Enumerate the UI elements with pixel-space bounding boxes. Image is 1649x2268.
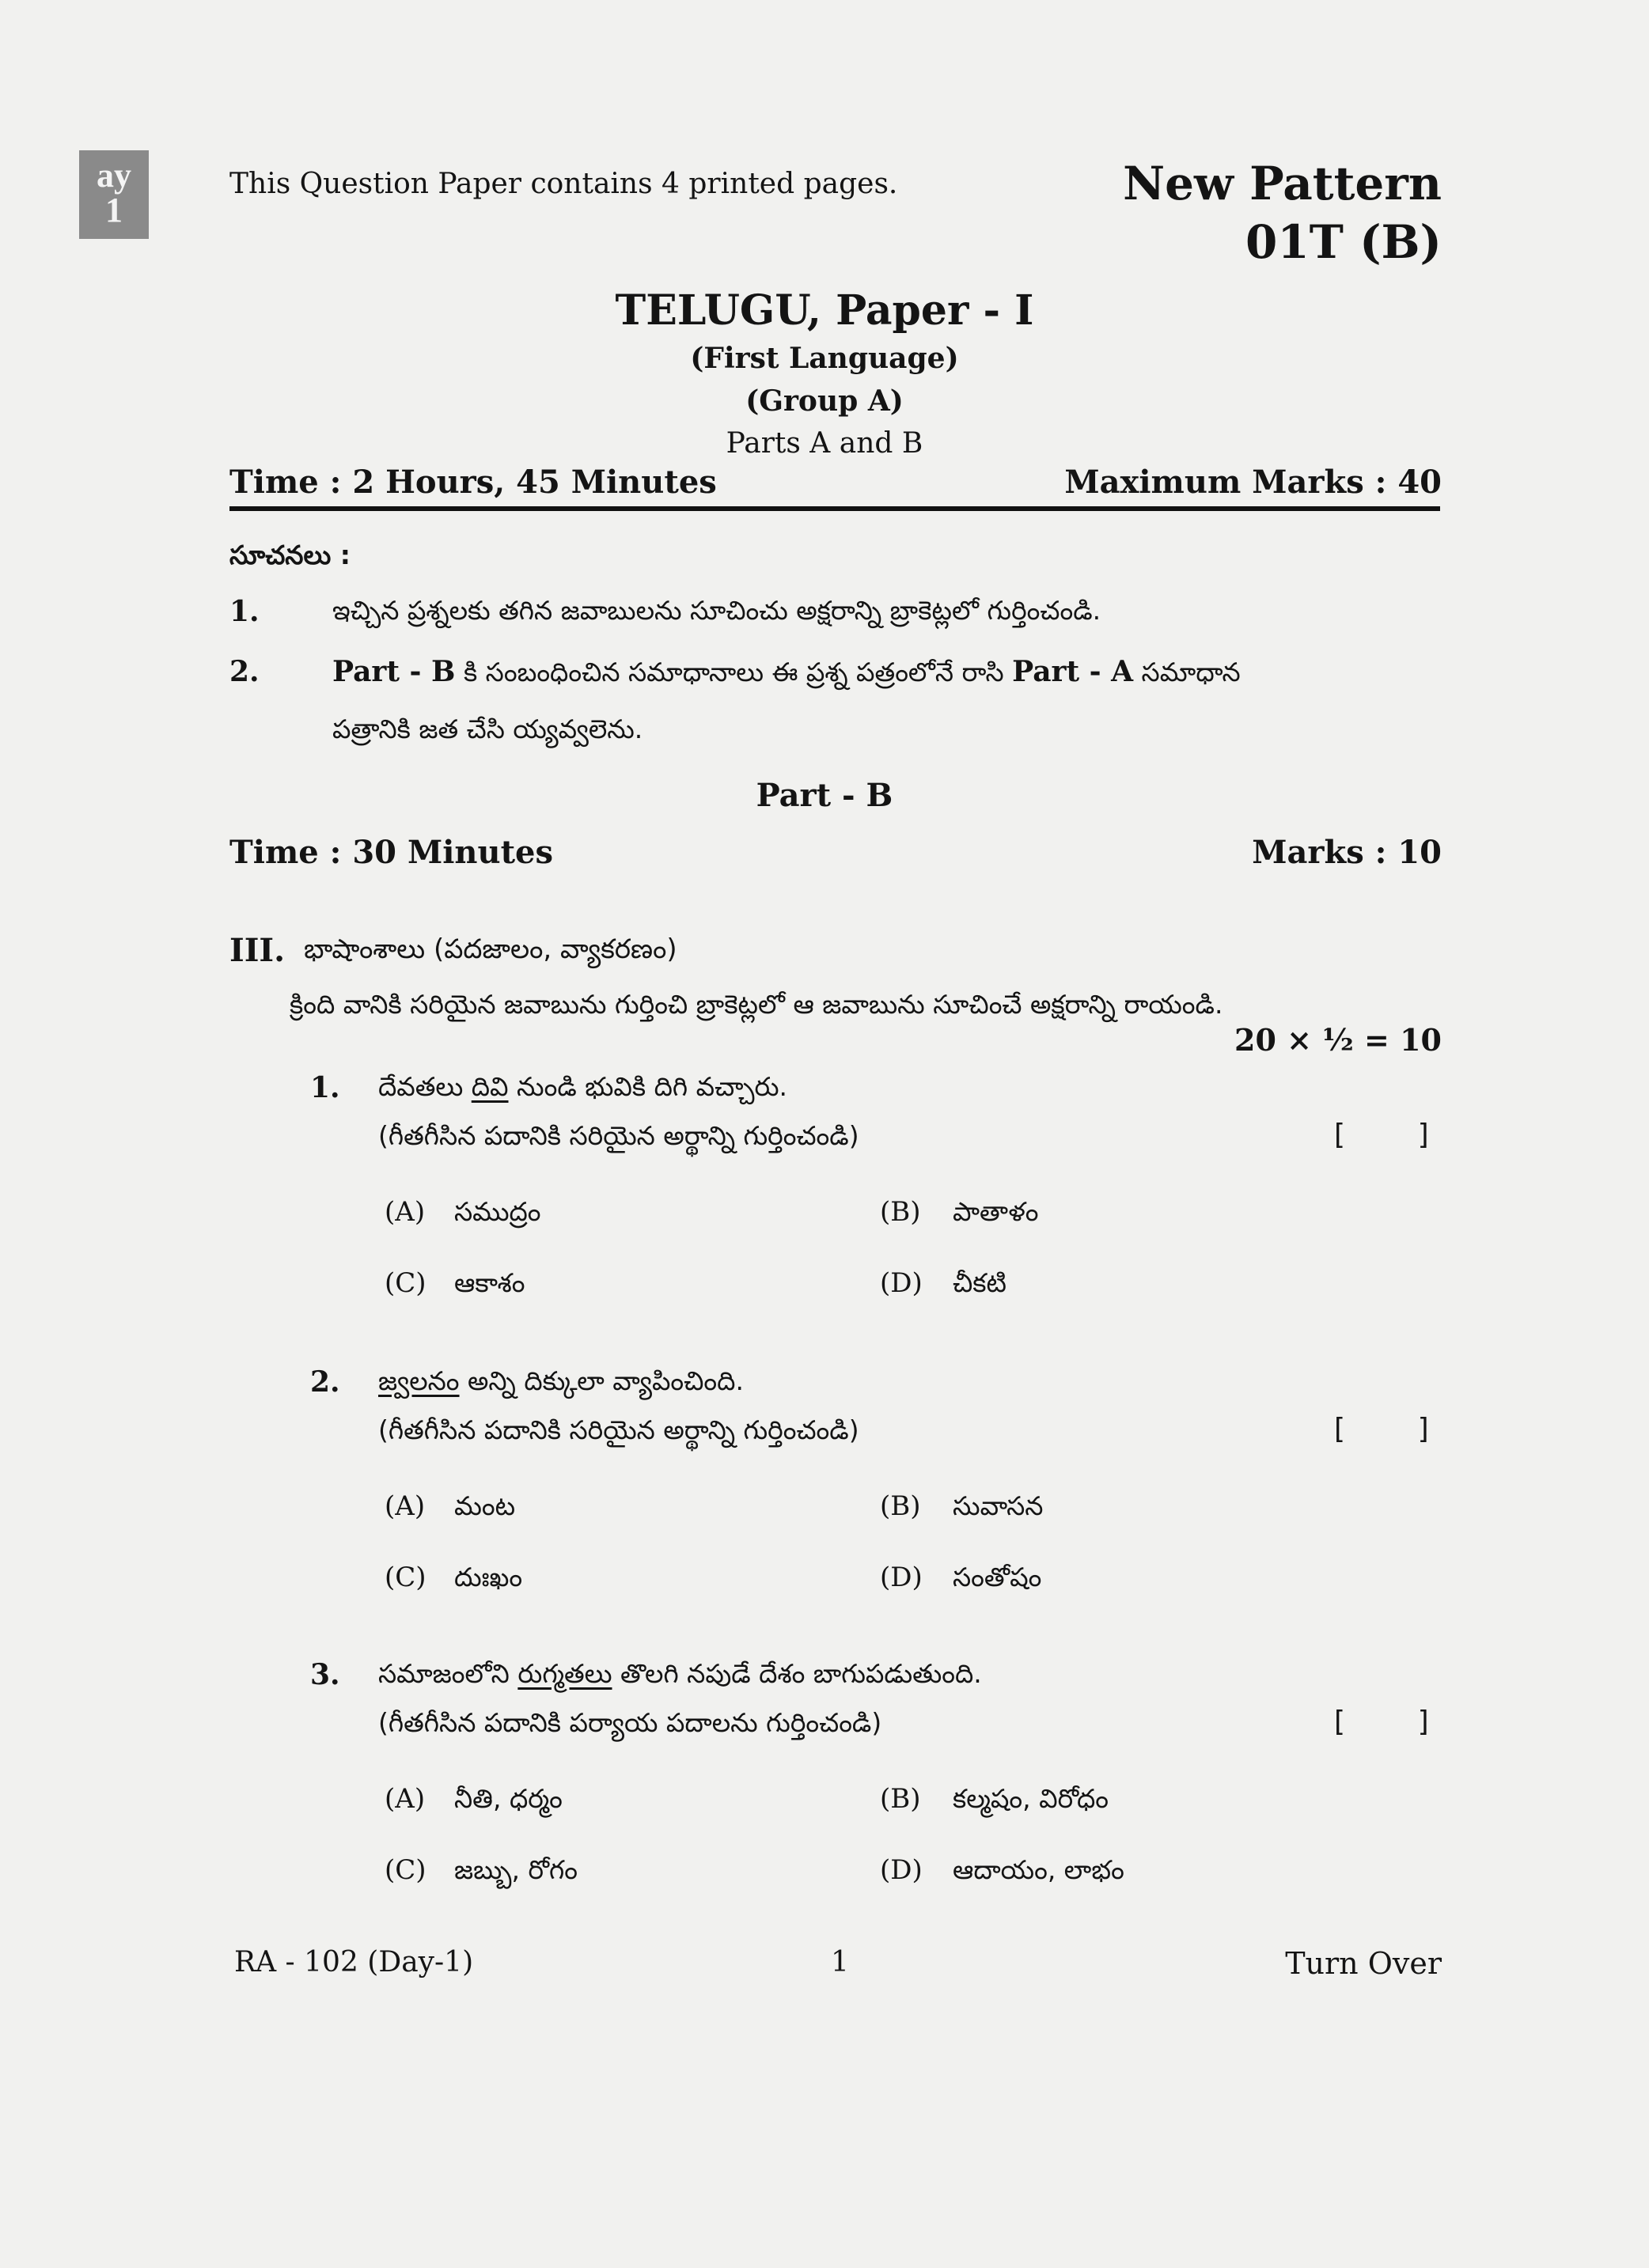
option-label: (A): [385, 1196, 426, 1228]
option-label: (D): [880, 1854, 923, 1886]
instruction-text: ఇచ్చిన ప్రశ్నలకు తగిన జవాబులను సూచించు అక్షరాన్ని బ్రాకెట్లలో గుర్తించండి.: [332, 595, 1101, 626]
option-text: పాతాళం: [953, 1196, 1039, 1227]
page-title: TELUGU, Paper - I: [615, 286, 1034, 335]
question-text: [378, 1658, 982, 1695]
instruction-number: 1.: [229, 595, 260, 628]
instruction-mid: కి సంబంధించిన సమాధానాలు ఈ ప్రశ్న పత్రంలోనే రాసి: [455, 657, 1013, 687]
tab-marker-line1: ay: [97, 156, 131, 195]
option-text: సముద్రం: [454, 1196, 541, 1227]
option-text: జబ్బు, రోగం: [454, 1854, 578, 1885]
question-subtext: (గీతగీసిన పదానికి పర్యాయ పదాలను గుర్తించండి): [378, 1707, 882, 1738]
option-text: దుఃఖం: [454, 1562, 523, 1592]
underlined-word: దివి: [471, 1071, 509, 1102]
question-number: 1.: [310, 1071, 340, 1104]
option-label: (B): [880, 1196, 921, 1228]
question-text-pre: సమాజంలోని: [378, 1658, 518, 1689]
section-instruction: క్రింది వానికి సరియైన జవాబును గుర్తించి బ్రాకెట్లలో ఆ జవాబును సూచించే అక్షరాన్ని రాయండి.: [290, 989, 1223, 1020]
total-time: Time : 2 Hours, 45 Minutes: [229, 464, 717, 501]
turn-over: Turn Over: [1285, 1946, 1442, 1981]
part-b-marks: Marks : 10: [1252, 834, 1442, 871]
option-text: చీకటి: [953, 1267, 1006, 1298]
section-marks-formula: 20 × ½ = 10: [1234, 1022, 1442, 1058]
section-number: III.: [229, 932, 286, 969]
answer-bracket[interactable]: [ ]: [1334, 1706, 1429, 1738]
option-text: సువాసన: [953, 1490, 1044, 1521]
question-text-pre: దేవతలు: [378, 1071, 472, 1102]
option-text: మంట: [454, 1490, 516, 1521]
instruction-text-line2: పత్రానికి జత చేసి య్యవ్వలెను.: [332, 714, 643, 744]
question-subtext: (గీతగీసిన పదానికి సరియైన అర్థాన్ని గుర్తించండి): [378, 1120, 859, 1151]
option-label: (D): [880, 1267, 923, 1299]
option-label: (C): [385, 1267, 426, 1299]
part-a-ref: Part - A: [1012, 655, 1134, 688]
part-b-heading: Part - B: [756, 777, 893, 814]
question-subtext: (గీతగీసిన పదానికి సరియైన అర్థాన్ని గుర్తించండి): [378, 1414, 859, 1445]
footer-code: RA - 102 (Day-1): [234, 1946, 474, 1978]
section-title: భాషాంశాలు (పదజాలం, వ్యాకరణం): [304, 933, 677, 965]
instruction-text: [332, 655, 1241, 694]
maximum-marks: Maximum Marks : 40: [1064, 464, 1442, 501]
question-number: 2.: [310, 1365, 340, 1399]
option-label: (C): [385, 1854, 426, 1886]
option-label: (D): [880, 1562, 923, 1593]
language-label: (First Language): [690, 342, 959, 375]
option-label: (B): [880, 1490, 921, 1522]
question-text-post: నుండి భువికి దిగి వచ్చారు.: [508, 1071, 788, 1102]
underlined-word: జ్వలనం: [378, 1365, 460, 1396]
page-number: 1: [831, 1946, 849, 1978]
option-text: ఆదాయం, లాభం: [953, 1854, 1124, 1885]
option-text: ఆకాశం: [454, 1267, 525, 1298]
option-text: సంతోషం: [953, 1562, 1042, 1592]
option-label: (C): [385, 1562, 426, 1593]
parts-label: Parts A and B: [726, 427, 923, 460]
instruction-number: 2.: [229, 655, 260, 688]
question-text-post: అన్ని దిక్కులా వ్యాపించింది.: [459, 1365, 744, 1396]
underlined-word: రుగ్మతలు: [517, 1658, 612, 1689]
option-text: కల్మషం, విరోధం: [953, 1783, 1109, 1814]
part-b-ref: Part - B: [332, 655, 456, 688]
option-label: (B): [880, 1783, 921, 1815]
answer-bracket[interactable]: [ ]: [1334, 1119, 1429, 1151]
answer-bracket[interactable]: [ ]: [1334, 1413, 1429, 1445]
question-number: 3.: [310, 1658, 340, 1691]
option-text: నీతి, ధర్మం: [454, 1783, 563, 1814]
question-text: [378, 1365, 744, 1403]
question-text-post: తొలగి నపుడే దేశం బాగుపడుతుంది.: [612, 1658, 982, 1689]
part-b-time: Time : 30 Minutes: [229, 834, 554, 871]
header-divider: [229, 506, 1440, 511]
paper-code: 01T (B): [1245, 215, 1442, 269]
option-label: (A): [385, 1783, 426, 1815]
tab-marker-line2: 1: [105, 191, 123, 229]
option-label: (A): [385, 1490, 426, 1522]
group-label: (Group A): [745, 384, 904, 418]
instruction-post: సమాధాన: [1133, 657, 1241, 687]
pattern-label: New Pattern: [1123, 157, 1442, 210]
page-tab-marker: [79, 150, 149, 239]
question-text: [378, 1071, 787, 1108]
pages-note: This Question Paper contains 4 printed pages.: [229, 168, 898, 200]
instructions-heading: సూచనలు :: [229, 540, 351, 570]
